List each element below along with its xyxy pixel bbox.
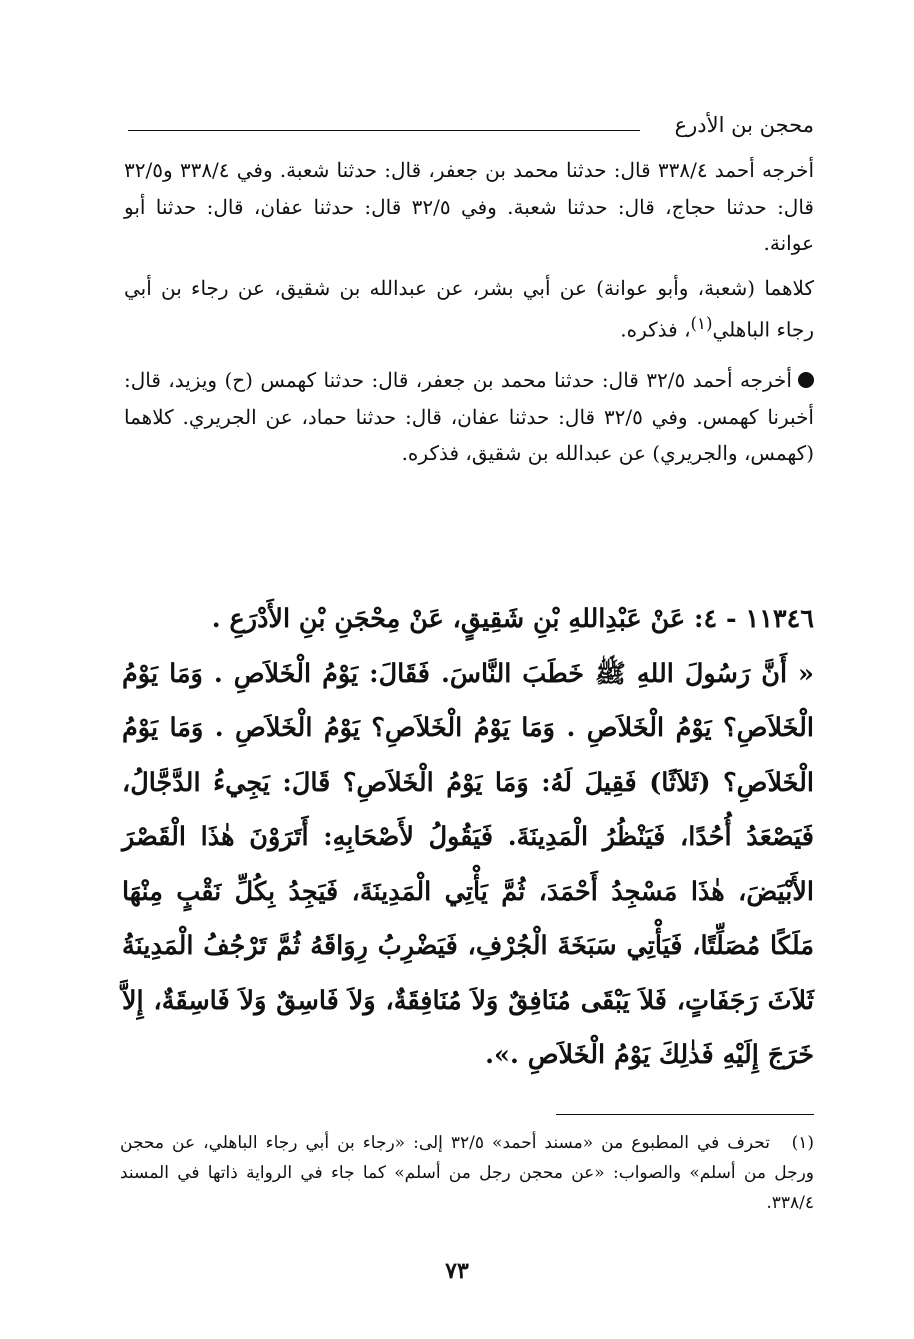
bullet-dot-icon <box>798 372 814 388</box>
footnote-marker: (١) <box>690 314 713 333</box>
page-number: ٧٣ <box>445 1258 469 1284</box>
reference-text-end: ، فذكره. <box>620 317 691 342</box>
running-header <box>128 108 814 144</box>
reference-text: كلاهما (شعبة، وأبو عوانة) عن أبي بشر، عن عبدالله بن شقيق، عن رجاء بن أبي رجاء الباهلي <box>124 275 814 342</box>
hadith-text: « أَنَّ رَسُولَ اللهِ ﷺ خَطَبَ النَّاسَ. فَقَالَ: يَوْمُ الْخَلاَصِ . وَمَا يَوْمُ الْخَلاَصِ؟ يَوْمُ الْخَلاَصِ . وَمَا يَوْمُ الْخَلاَصِ؟ يَوْمُ الْخَلاَصِ . وَمَا يَوْمُ الْخَلاَصِ؟ (ثَلاَثًا) فَقِيلَ لَهُ: وَمَا يَوْمُ الْخَلاَصِ؟ قَالَ: يَجِيءُ الدَّجَّالُ، فَيَصْعَدُ أُحُدًا، فَيَنْظُرُ الْمَدِينَةَ. فَيَقُولُ لأَصْحَابِهِ: أَتَرَوْنَ هٰذَا الْقَصْرَ الأَبْيَضَ، هٰذَا مَسْجِدُ أَحْمَدَ، ثُمَّ يَأْتِي الْمَدِينَةَ، فَيَجِدُ بِكُلِّ نَقْبٍ مِنْهَا مَلَكًا مُصَلِّتًا، فَيَأْتِي سَبَخَةَ الْجُرْفِ، فَيَضْرِبُ رِوَاقَهُ ثُمَّ تَرْجُفُ الْمَدِينَةُ ثَلاَثَ رَجَفَاتٍ، فَلاَ يَبْقَى مُنَافِقٌ وَلاَ مُنَافِقَةٌ، وَلاَ فَاسِقٌ وَلاَ فَاسِقَةٌ، إِلاَّ خَرَجَ إِلَيْهِ فَذٰلِكَ يَوْمُ الْخَلاَصِ .». <box>122 658 814 1070</box>
reference-text: أخرجه أحمد ٣٢/٥ قال: حدثنا محمد بن جعفر، قال: حدثنا كهمس (ح) ويزيد، قال: أخبرنا كهمس. وفي ٣٢/٥ قال: حدثنا عفان، قال: حدثنا حماد، عن الجريري. كلاهما (كهمس، والجريري) عن عبدالله بن شقيق، فذكره. <box>124 368 814 466</box>
reference-paragraph <box>124 270 814 349</box>
references-section <box>124 152 814 472</box>
footnote-rule <box>556 1114 814 1115</box>
hadith-heading: ١١٣٤٦ - ٤: عَنْ عَبْدِاللهِ بْنِ شَقِيقٍ، عَنْ مِحْجَنِ بْنِ الأَدْرَعِ . <box>211 604 814 634</box>
hadith-section <box>122 592 814 1083</box>
reference-paragraph: أخرجه أحمد ٣٣٨/٤ قال: حدثنا محمد بن جعفر، قال: حدثنا شعبة. وفي ٣٣٨/٤ و٣٢/٥ قال: حدثنا حجاج، قال: حدثنا شعبة. وفي ٣٢/٥ قال: حدثنا عفان، قال: حدثنا أبو عوانة. <box>124 158 815 255</box>
reference-paragraph <box>124 362 814 472</box>
footnote-number: (١) <box>791 1133 814 1153</box>
header-rule <box>128 130 640 131</box>
header-title: محجن بن الأدرع <box>674 113 814 137</box>
footnote-text: تحرف في المطبوع من «مسند أحمد» ٣٢/٥ إلى: «رجاء بن أبي رجاء الباهلي، عن محجن ورجل من أسلم» والصواب: «عن محجن رجل من أسلم» كما جاء في الرواية ذاتها في المسند ٣٣٨/٤. <box>120 1133 814 1213</box>
footnote <box>120 1128 814 1218</box>
